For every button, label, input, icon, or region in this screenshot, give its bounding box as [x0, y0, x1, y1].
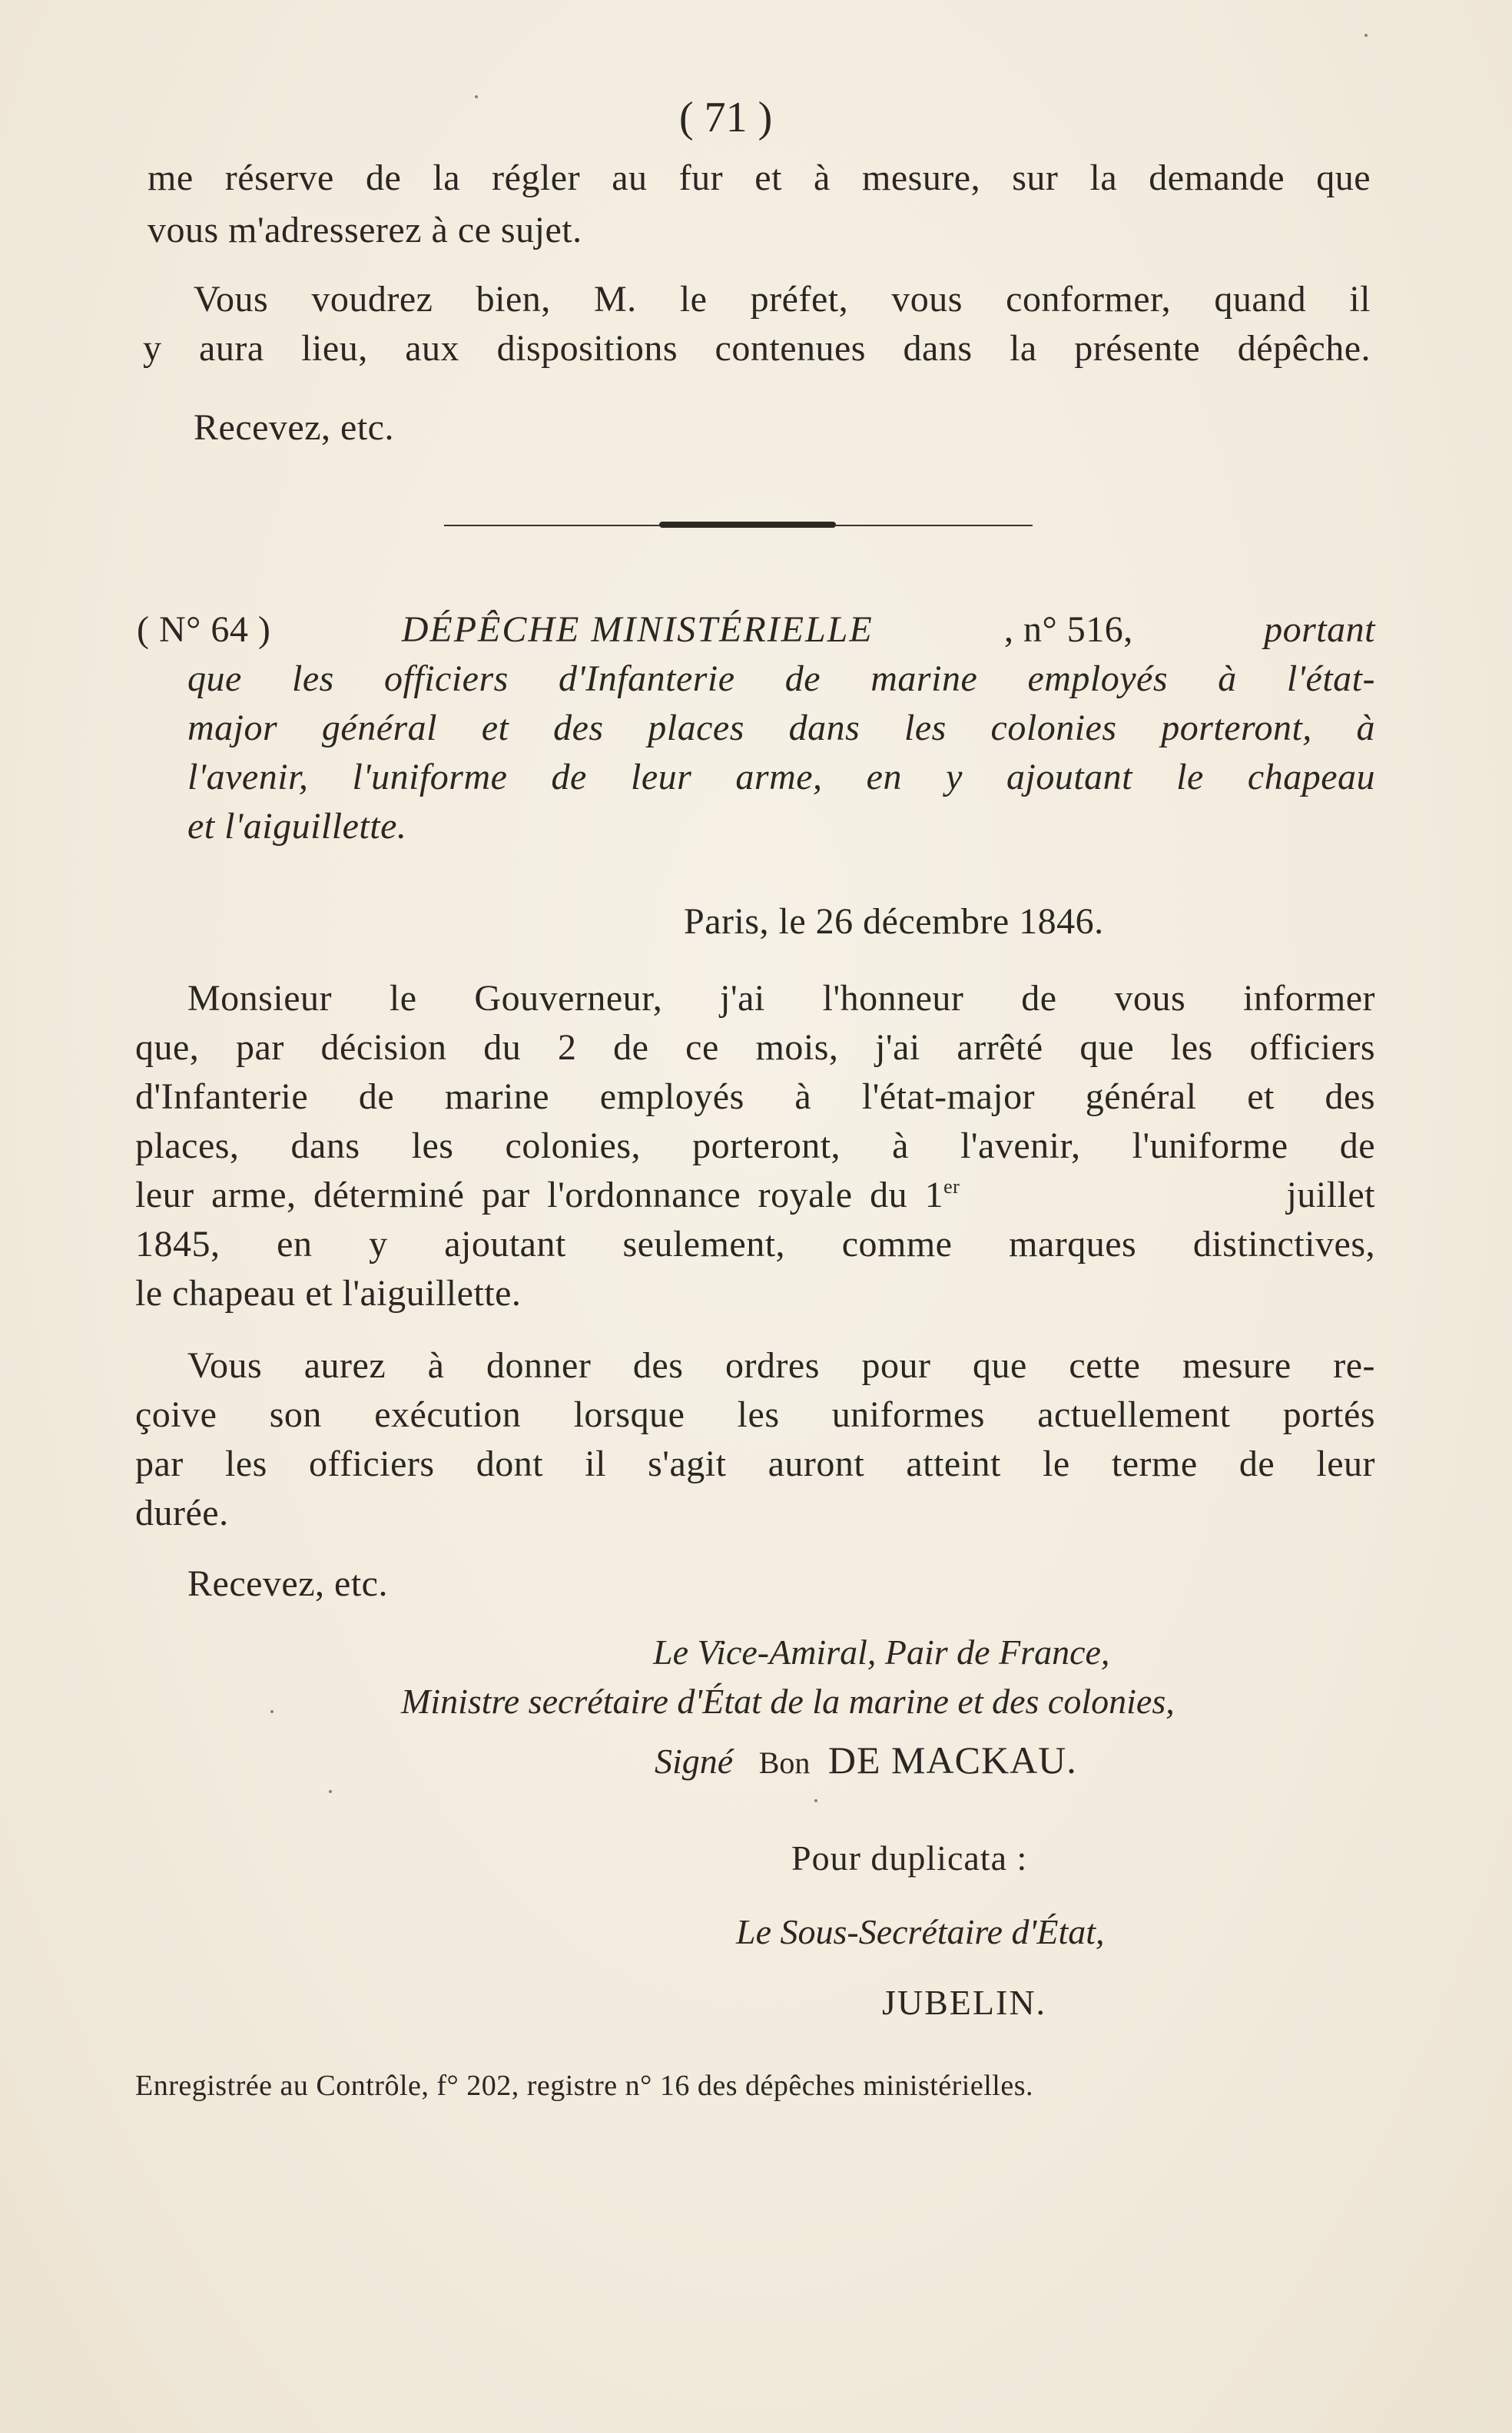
signe-label: Signé [655, 1742, 734, 1781]
top-paragraph-line-2: vous m'adresserez à ce sujet. [148, 210, 582, 250]
paper-speck [270, 1710, 274, 1713]
order-paragraph-line-1: Vous aurez à donner des ordres pour que cette mesure re- [187, 1345, 1375, 1386]
signatory-name: DE MACKAU. [827, 1739, 1077, 1782]
section-divider-ornament [659, 522, 836, 528]
body-paragraph-line-5-month: juillet [1286, 1175, 1375, 1215]
duplicata-label: Pour duplicata : [791, 1838, 1028, 1878]
dispatch-heading-line-3: major général et des places dans les colonies porteront, à [187, 708, 1375, 748]
paper-speck [814, 1799, 817, 1802]
dispatch-heading-line-2: que les officiers d'Infanterie de marine employés à l'état- [187, 658, 1375, 699]
signature-title-2: Ministre secrétaire d'État de la marine et des colonies, [401, 1682, 1175, 1721]
recevez-etc-1: Recevez, etc. [194, 407, 394, 448]
body-paragraph-line-5 [135, 1172, 1375, 1218]
signature-line [655, 1738, 1077, 1785]
body-paragraph-line-5-text [135, 1172, 960, 1218]
registration-footer: Enregistrée au Contrôle, f° 202, registre n° 16 des dépêches ministérielles. [135, 2070, 1034, 2102]
paper-speck [475, 95, 478, 98]
body-paragraph-line-6: 1845, en y ajoutant seulement, comme marques distinctives, [135, 1224, 1375, 1265]
dispatch-heading-tail: portant [1264, 609, 1375, 650]
top-paragraph-line-1: me réserve de la régler au fur et à mesure, sur la demande que [148, 157, 1371, 198]
body-paragraph-line-1: Monsieur le Gouverneur, j'ai l'honneur de vous informer [187, 978, 1375, 1019]
body-paragraph-line-3: d'Infanterie de marine employés à l'état-major général et des [135, 1076, 1375, 1117]
signature-title-1: Le Vice-Amiral, Pair de France, [653, 1632, 1110, 1672]
paper-speck [329, 1790, 332, 1793]
dispatch-heading-line-5: et l'aiguillette. [187, 806, 407, 847]
order-paragraph-line-3: par les officiers dont il s'agit auront atteint le terme de leur [135, 1444, 1375, 1484]
dispatch-reference: , n° 516, [1004, 609, 1133, 650]
prefet-paragraph-line-1: Vous voudrez bien, M. le préfet, vous conformer, quand il [194, 279, 1371, 320]
dispatch-title: DÉPÊCHE MINISTÉRIELLE [401, 609, 874, 650]
dateline: Paris, le 26 décembre 1846. [684, 901, 1104, 942]
body-paragraph-line-7: le chapeau et l'aiguillette. [135, 1273, 522, 1314]
dispatch-heading-line-1 [137, 607, 1375, 653]
dispatch-number: ( N° 64 ) [137, 609, 271, 650]
order-paragraph-line-4: durée. [135, 1493, 229, 1533]
body-paragraph-line-5-main: leur arme, déterminé par l'ordonnance royale du 1 [135, 1175, 944, 1215]
page-number: ( 71 ) [679, 94, 773, 141]
dispatch-heading-line-4: l'avenir, l'uniforme de leur arme, en y ajoutant le chapeau [187, 757, 1375, 797]
body-paragraph-line-4: places, dans les colonies, porteront, à l'avenir, l'uniforme de [135, 1125, 1375, 1166]
recevez-etc-2: Recevez, etc. [187, 1563, 388, 1604]
order-paragraph-line-2: çoive son exécution lorsque les uniformes actuellement portés [135, 1394, 1375, 1435]
body-paragraph-line-2: que, par décision du 2 de ce mois, j'ai arrêté que les officiers [135, 1027, 1375, 1068]
paper-speck [1364, 34, 1368, 37]
baron-abbrev: Bon [758, 1745, 811, 1780]
prefet-paragraph-line-2: y aura lieu, aux dispositions contenues dans la présente dépêche. [143, 328, 1371, 369]
ordinal-superscript: er [943, 1175, 960, 1198]
duplicata-title: Le Sous-Secrétaire d'État, [736, 1912, 1105, 1951]
duplicata-name: JUBELIN. [882, 1983, 1047, 2022]
